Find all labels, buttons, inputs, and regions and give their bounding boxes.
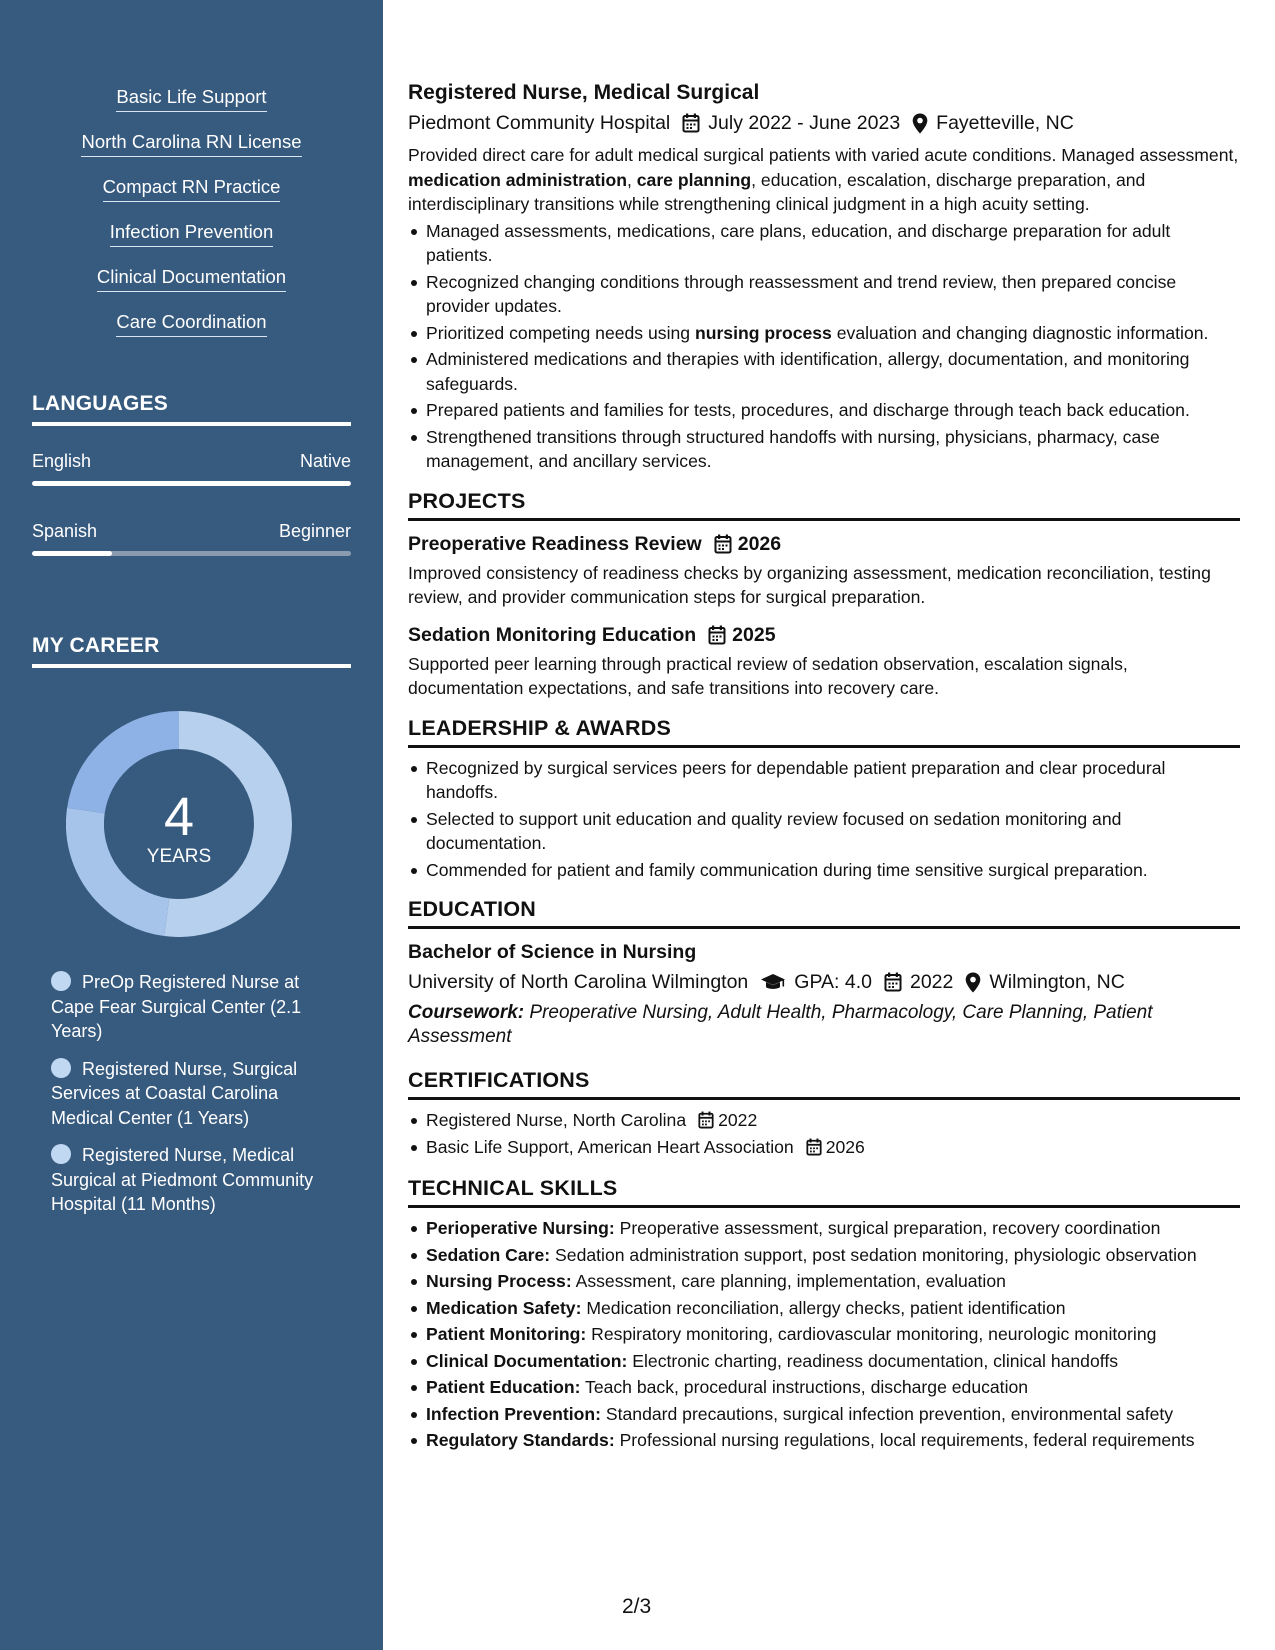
sidebar-cert-link[interactable]: Compact RN Practice [103, 175, 281, 202]
list-item: Prioritized competing needs using nursing process evaluation and changing diagnostic information. [408, 321, 1240, 346]
language-name: English [32, 451, 92, 471]
list-item: Medication Safety: Medication reconciliation, allergy checks, patient identification [408, 1296, 1240, 1321]
language-proficiency-fill [32, 551, 112, 556]
list-item: Commended for patient and family communication during time sensitive surgical preparation. [408, 858, 1240, 883]
sidebar-cert-link[interactable]: Care Coordination [116, 310, 266, 337]
list-item: Administered medications and therapies with identification, allergy, documentation, and monitoring safeguards. [408, 347, 1240, 396]
sidebar-cert-link[interactable]: Clinical Documentation [97, 265, 286, 292]
language-english [32, 450, 351, 486]
project-title-row [408, 622, 1240, 648]
project-title: Sedation Monitoring Education [408, 623, 697, 646]
education-meta [408, 969, 1240, 995]
certifications-list [408, 1108, 1240, 1159]
job-meta [408, 110, 1240, 136]
languages-heading: LANGUAGES [32, 392, 351, 426]
main-content [408, 80, 1240, 1455]
language-proficiency-bar [32, 551, 351, 556]
career-item-text: Registered Nurse, Medical Surgical at Piedmont Community Hospital (11 Months) [51, 1145, 314, 1214]
list-item: Sedation Care: Sedation administration support, post sedation monitoring, physiologic observation [408, 1243, 1240, 1268]
certification-name: Registered Nurse, North Carolina [426, 1110, 687, 1130]
language-level: Native [299, 451, 351, 471]
list-item: Prepared patients and families for tests, procedures, and discharge through teach back education. [408, 398, 1240, 423]
career-donut-chart [66, 711, 292, 937]
section-heading-certifications: CERTIFICATIONS [408, 1067, 1240, 1100]
project-title: Preoperative Readiness Review [408, 532, 702, 555]
job-bullets [408, 219, 1240, 474]
job-title: Registered Nurse, Medical Surgical [408, 81, 760, 104]
education-year: 2022 [909, 971, 954, 993]
project-description: Improved consistency of readiness checks by organizing assessment, medication reconciliation, testing review, and provider communication steps for surgical preparation. [408, 562, 1211, 607]
calendar-icon [806, 1138, 822, 1156]
job-dates: July 2022 - June 2023 [708, 112, 901, 134]
career-item [51, 1143, 341, 1217]
list-item: Managed assessments, medications, care plans, education, and discharge preparation for adult patients. [408, 219, 1240, 268]
language-spanish [32, 520, 351, 556]
calendar-icon [682, 113, 700, 133]
career-list [51, 970, 341, 1230]
location-pin-icon [912, 113, 928, 134]
calendar-icon [884, 972, 902, 992]
list-item: Regulatory Standards: Professional nursing regulations, local requirements, federal requirements [408, 1428, 1240, 1453]
certification-year: 2022 [718, 1110, 758, 1130]
job-employer: Piedmont Community Hospital [408, 112, 671, 134]
list-item: Perioperative Nursing: Preoperative assessment, surgical preparation, recovery coordination [408, 1216, 1240, 1241]
project-title-row [408, 531, 1240, 557]
sidebar-certification-list [0, 85, 383, 355]
section-heading-projects: PROJECTS [408, 488, 1240, 521]
calendar-icon [714, 534, 732, 554]
education-coursework: Coursework: Preoperative Nursing, Adult Health, Pharmacology, Care Planning, Patient Assessment [408, 1002, 1153, 1047]
page-number: 2/3 [622, 1595, 652, 1618]
career-total-unit: YEARS [146, 846, 212, 867]
career-total-value: 4 [163, 787, 195, 847]
career-dot [51, 1058, 71, 1078]
certification-year: 2026 [825, 1136, 865, 1157]
career-item-text: PreOp Registered Nurse at Cape Fear Surgical Center (2.1 Years) [51, 972, 302, 1041]
education-location: Wilmington, NC [989, 971, 1125, 993]
language-proficiency-fill [32, 481, 351, 486]
location-pin-icon [965, 972, 981, 993]
career-item [51, 970, 341, 1044]
job-summary: Provided direct care for adult medical surgical patients with varied acute conditions. Managed assessment, medication administration, care planning, education, escalation, discharge preparation, and interdisciplinary transitions while strengthening clinical judgment in a high acuity setting. [408, 145, 1239, 214]
language-level: Beginner [278, 521, 351, 541]
list-item: Nursing Process: Assessment, care planning, implementation, evaluation [408, 1269, 1240, 1294]
job-location: Fayetteville, NC [936, 112, 1074, 134]
list-item [408, 1135, 1240, 1160]
list-item: Clinical Documentation: Electronic charting, readiness documentation, clinical handoffs [408, 1349, 1240, 1374]
section-heading-leadership: LEADERSHIP & AWARDS [408, 715, 1240, 748]
section-heading-technical-skills: TECHNICAL SKILLS [408, 1175, 1240, 1208]
career-dot [51, 971, 71, 991]
project-description: Supported peer learning through practical review of sedation observation, escalation signals, documentation expectations, and safe transitions into recovery care. [408, 653, 1128, 698]
career-heading: MY CAREER [32, 634, 351, 668]
list-item: Selected to support unit education and quality review focused on sedation monitoring and documentation. [408, 807, 1240, 856]
calendar-icon [698, 1111, 714, 1129]
education-degree: Bachelor of Science in Nursing [408, 941, 697, 963]
education-school: University of North Carolina Wilmington [408, 971, 749, 993]
certification-name: Basic Life Support, American Heart Association [426, 1136, 794, 1157]
skills-list [408, 1216, 1240, 1453]
list-item: Recognized changing conditions through reassessment and trend review, then prepared concise provider updates. [408, 270, 1240, 319]
sidebar-cert-link[interactable]: Basic Life Support [116, 85, 266, 112]
career-item [51, 1057, 341, 1131]
list-item: Patient Education: Teach back, procedural instructions, discharge education [408, 1375, 1240, 1400]
leadership-list [408, 756, 1240, 883]
calendar-icon [708, 625, 726, 645]
education-gpa: GPA: 4.0 [794, 971, 872, 993]
graduation-cap-icon [760, 973, 786, 991]
career-item-text: Registered Nurse, Surgical Services at Coastal Carolina Medical Center (1 Years) [51, 1058, 298, 1128]
list-item [408, 1108, 1240, 1133]
project-year: 2025 [732, 623, 776, 646]
project-year: 2026 [737, 532, 782, 555]
language-name: Spanish [32, 521, 98, 541]
sidebar-cert-link[interactable]: North Carolina RN License [81, 130, 301, 157]
list-item: Infection Prevention: Standard precautions, surgical infection prevention, environmental safety [408, 1402, 1240, 1427]
list-item: Patient Monitoring: Respiratory monitoring, cardiovascular monitoring, neurologic monitoring [408, 1322, 1240, 1347]
language-proficiency-bar [32, 481, 351, 486]
career-dot [51, 1144, 71, 1164]
list-item: Recognized by surgical services peers for dependable patient preparation and clear procedural handoffs. [408, 756, 1240, 805]
section-heading-education: EDUCATION [408, 896, 1240, 929]
sidebar [0, 0, 383, 1650]
list-item: Strengthened transitions through structured handoffs with nursing, physicians, pharmacy, case management, and ancillary services. [408, 425, 1240, 474]
sidebar-cert-link[interactable]: Infection Prevention [110, 220, 274, 247]
